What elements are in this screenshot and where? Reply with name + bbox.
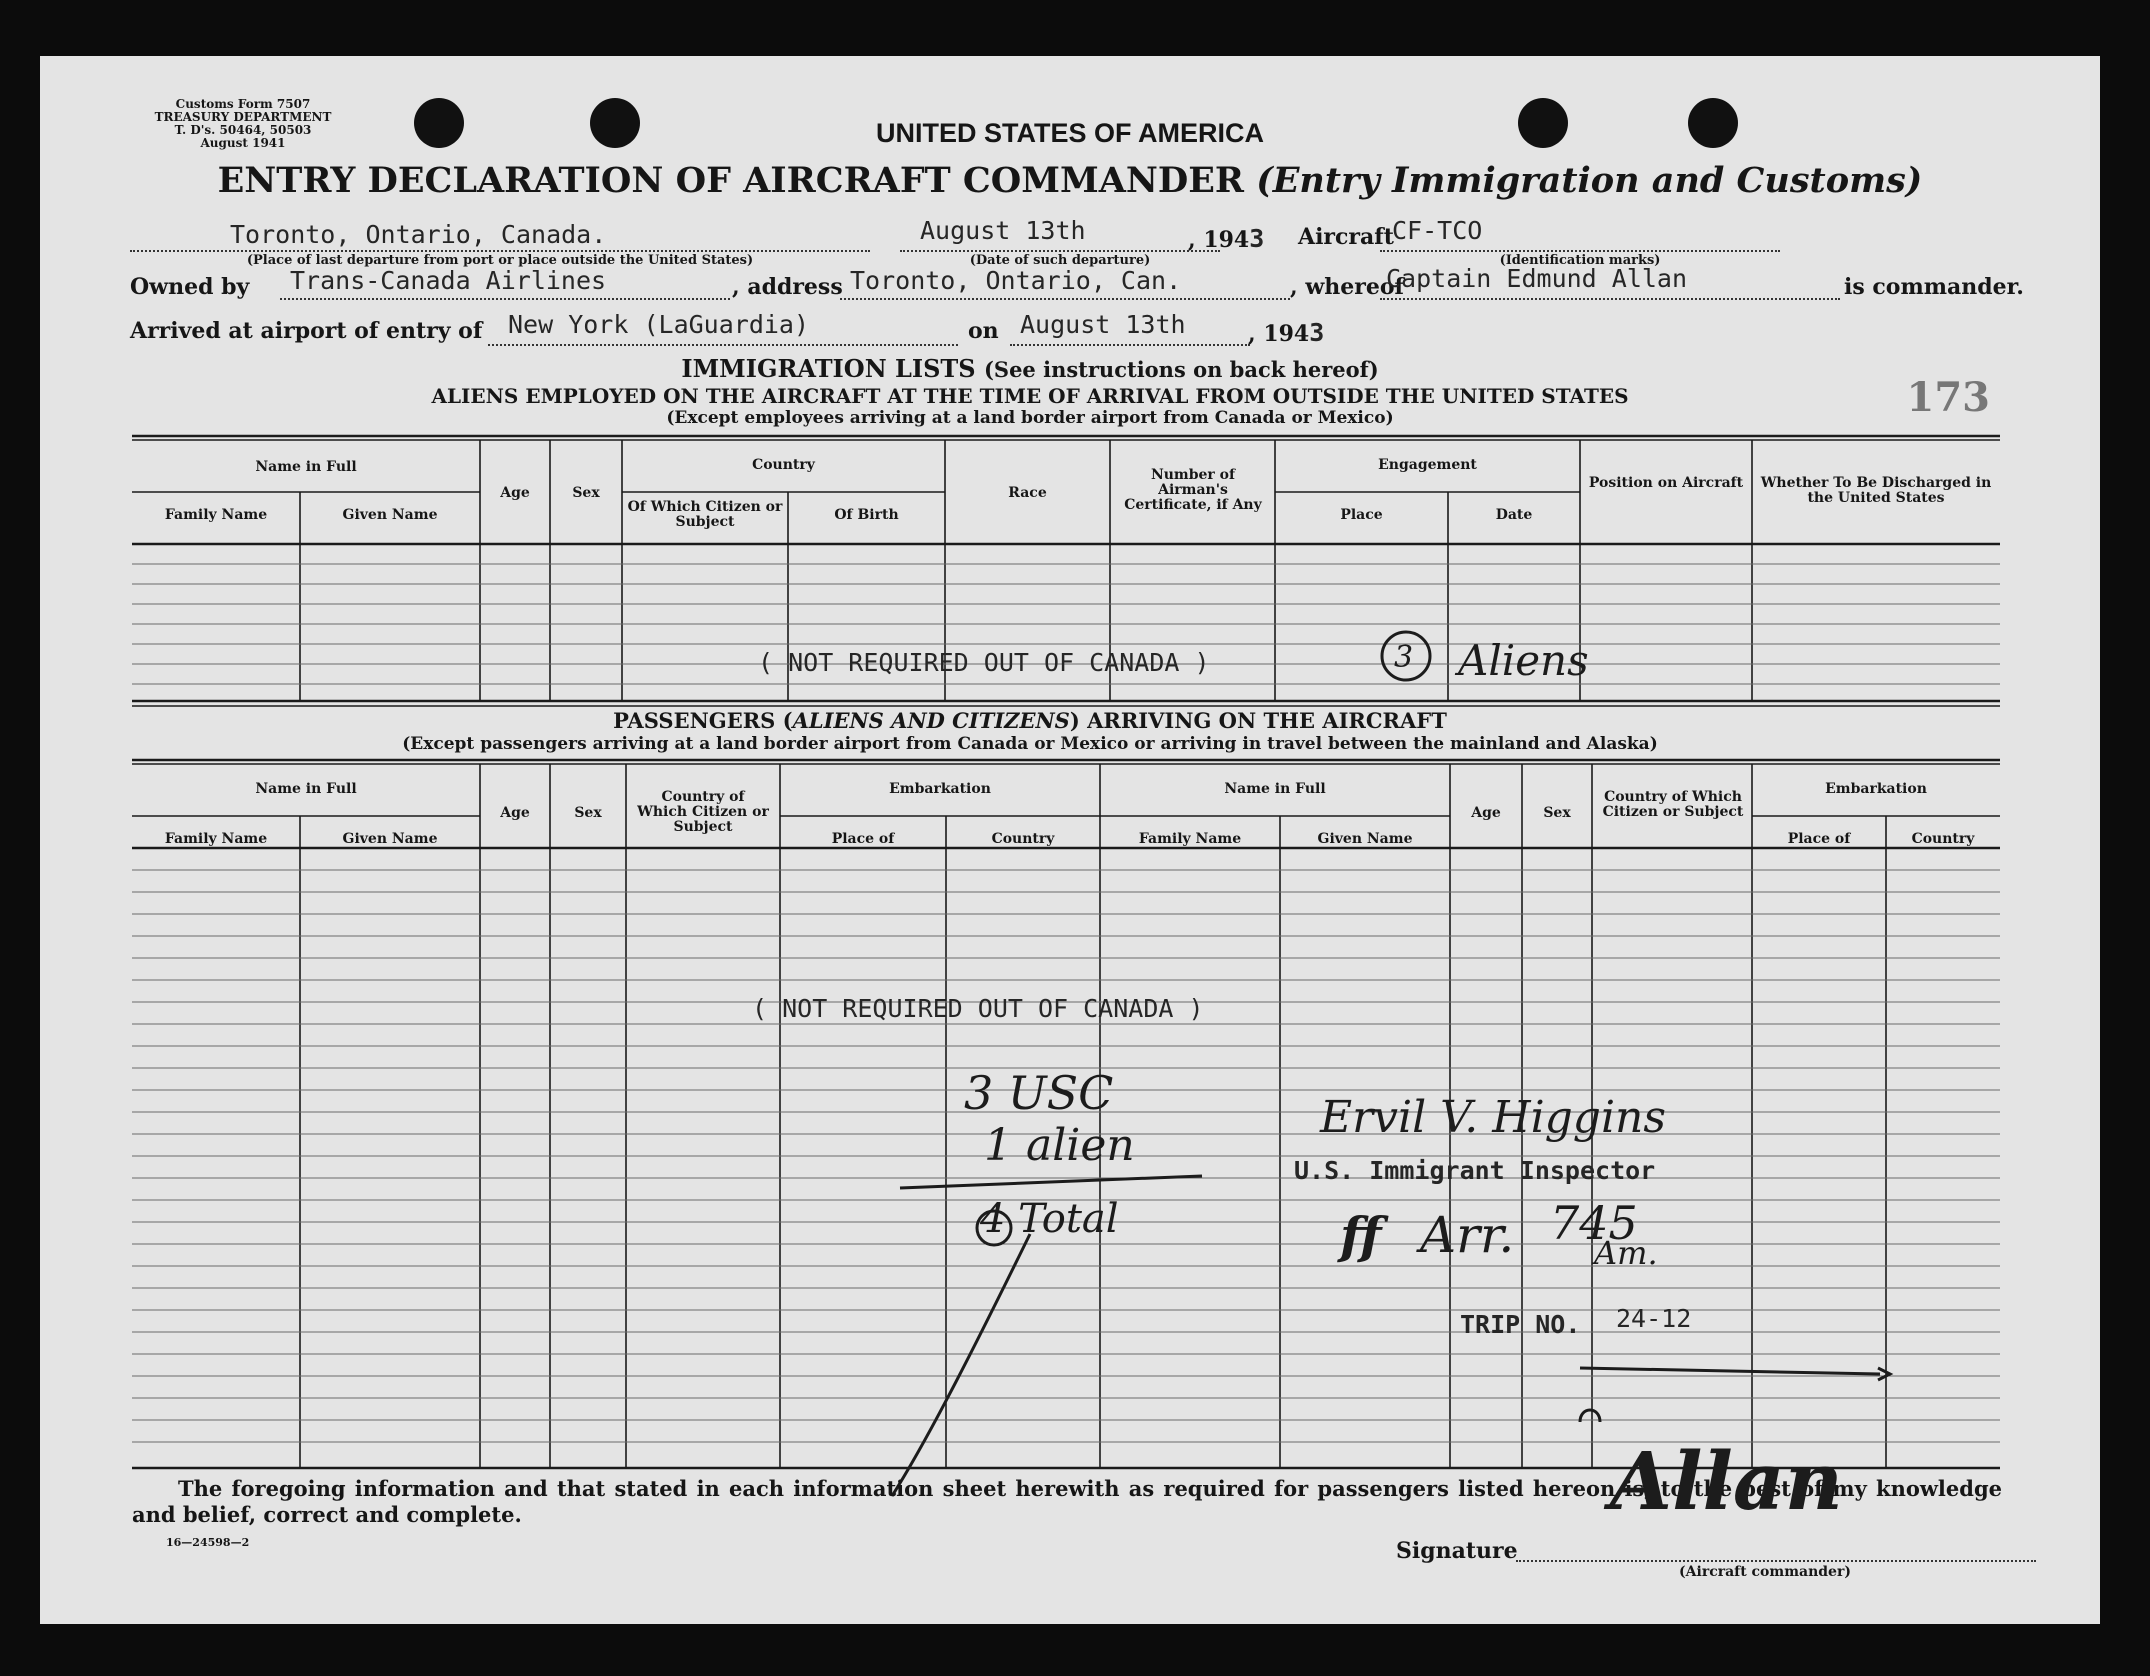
- signature-label: Signature: [1396, 1538, 1518, 1564]
- header-discharged: Whether To Be Discharged in the United States: [1760, 475, 1992, 506]
- header-age: Age: [1471, 805, 1501, 821]
- immigration-subtitle: ALIENS EMPLOYED ON THE AIRCRAFT AT THE TIME OF ARRIVAL FROM OUTSIDE THE UNITED STATES: [431, 384, 1629, 408]
- header-name-in-full: Name in Full: [1224, 781, 1326, 797]
- header-sex: Sex: [574, 805, 602, 821]
- owned-by-label: Owned by: [130, 274, 250, 300]
- header-family-name: Family Name: [164, 831, 268, 847]
- header-engagement: Engagement: [1378, 457, 1477, 473]
- aliens-note: Aliens: [1458, 636, 1589, 685]
- aircraft-label: Aircraft: [1298, 224, 1394, 250]
- aircraft-caption: (Identification marks): [1499, 253, 1661, 268]
- arrival-ampm: Am.: [1594, 1234, 1658, 1272]
- form-id-line: August 1941: [200, 136, 286, 150]
- arrived-label: Arrived at airport of entry of: [130, 318, 483, 344]
- header-name-in-full: Name in Full: [255, 459, 357, 475]
- header-date: Date: [1495, 507, 1533, 523]
- address-label: , address: [732, 274, 843, 300]
- header-sex: Sex: [1543, 805, 1571, 821]
- total-note: 4 Total: [980, 1196, 1119, 1242]
- not-required-note: ( NOT REQUIRED OUT OF CANADA ): [752, 994, 1204, 1023]
- header-family-name: Family Name: [1138, 831, 1242, 847]
- arrival-note: Arr.: [1420, 1206, 1515, 1264]
- header-position: Position on Aircraft: [1588, 475, 1744, 491]
- header-place: Place: [1340, 507, 1383, 523]
- header-place-of: Place of: [831, 831, 895, 847]
- departure-place-caption: (Place of last departure from port or place outside the United States): [246, 253, 754, 268]
- header-citizen-of: Country of Which Citizen or Subject: [637, 789, 769, 835]
- country-heading: UNITED STATES OF AMERICA: [876, 118, 1264, 148]
- arrival-airport: New York (LaGuardia): [508, 310, 810, 339]
- header-citizen-of: Of Which Citizen or Subject: [627, 499, 783, 530]
- header-name-in-full: Name in Full: [255, 781, 357, 797]
- immigration-subnote: (Except employees arriving at a land border airport from Canada or Mexico): [666, 408, 1394, 428]
- passengers-title-italic: ALIENS AND CITIZENS: [792, 708, 1070, 733]
- departure-date-caption: (Date of such departure): [969, 253, 1151, 268]
- whereof-label: , whereof: [1290, 274, 1404, 300]
- form-id-line: Customs Form 7507: [175, 97, 311, 111]
- passengers-title: [40, 708, 2020, 733]
- form-id-line: TREASURY DEPARTMENT: [154, 110, 332, 124]
- header-age: Age: [500, 805, 530, 821]
- year-suffix: 3: [1249, 224, 1265, 253]
- trip-label: TRIP NO.: [1460, 1310, 1581, 1339]
- header-embarkation: Embarkation: [1825, 781, 1927, 797]
- passengers-subnote: (Except passengers arriving at a land border airport from Canada or Mexico or arriving in travel between the mainland and Alaska): [402, 734, 1658, 754]
- commander-signature: Allan: [1610, 1434, 1843, 1528]
- inspector-signature: Ervil V. Higgins: [1320, 1092, 1666, 1143]
- usc-note: 3 USC: [964, 1066, 1114, 1120]
- header-family-name: Family Name: [164, 507, 268, 523]
- passengers-title-suffix: ) ARRIVING ON THE AIRCRAFT: [1069, 708, 1447, 733]
- year-prefix: , 194: [1188, 227, 1250, 253]
- year-suffix: 3: [1309, 318, 1325, 347]
- form-id-line: T. D's. 50464, 50503: [174, 123, 312, 137]
- header-country: Country: [752, 457, 815, 473]
- signature-caption: (Aircraft commander): [1679, 1564, 1851, 1580]
- header-citizen-of: Country of Which Citizen or Subject: [1602, 789, 1744, 820]
- address: Toronto, Ontario, Can.: [850, 266, 1182, 295]
- declaration-text: The foregoing information and that stated in each information sheet herewith as required for passengers listed hereon is, to the best of my knowledge and belief, correct and complete.: [132, 1476, 2002, 1527]
- header-given-name: Given Name: [342, 831, 438, 847]
- departure-date: August 13th: [920, 216, 1086, 245]
- trip-number: 24-12: [1616, 1304, 1692, 1333]
- header-given-name: Given Name: [1317, 831, 1413, 847]
- header-age: Age: [500, 485, 530, 501]
- alien-count: 3: [1394, 640, 1414, 675]
- header-race: Race: [1008, 485, 1047, 501]
- header-country: Country: [1911, 831, 1975, 847]
- immigration-title-note: (See instructions on back hereof): [983, 357, 1379, 382]
- commander-suffix: is commander.: [1844, 274, 2024, 300]
- arrival-date: August 13th: [1020, 310, 1186, 339]
- print-code: 16—24598—2: [166, 1536, 250, 1549]
- passengers-title-prefix: PASSENGERS (: [613, 708, 793, 733]
- arrival-time: 745: [1550, 1196, 1638, 1250]
- header-sex: Sex: [572, 485, 600, 501]
- header-certificate: Number of Airman's Certificate, if Any: [1124, 467, 1262, 513]
- owner: Trans-Canada Airlines: [290, 266, 607, 295]
- aircraft-mark: CF-TCO: [1392, 216, 1483, 245]
- year-prefix: , 194: [1248, 321, 1310, 347]
- immigration-title-text: IMMIGRATION LISTS: [681, 354, 976, 383]
- page-number: 173: [1906, 374, 1990, 421]
- ff-mark: ff: [1340, 1206, 1382, 1265]
- on-label: on: [968, 318, 999, 344]
- commander-name: Captain Edmund Allan: [1386, 264, 1688, 293]
- not-required-note: ( NOT REQUIRED OUT OF CANADA ): [758, 648, 1210, 677]
- header-country: Country: [991, 831, 1055, 847]
- form-title-sub: (Entry Immigration and Customs): [1256, 160, 1923, 201]
- declaration-form: [40, 56, 2100, 1624]
- form-title-main: ENTRY DECLARATION OF AIRCRAFT COMMANDER: [217, 160, 1244, 201]
- departure-place: Toronto, Ontario, Canada.: [230, 220, 607, 249]
- header-given-name: Given Name: [342, 507, 438, 523]
- header-place-of: Place of: [1787, 831, 1851, 847]
- header-of-birth: Of Birth: [834, 507, 899, 523]
- alien-note: 1 alien: [984, 1120, 1135, 1171]
- header-embarkation: Embarkation: [889, 781, 991, 797]
- inspector-title: U.S. Immigrant Inspector: [1294, 1156, 1656, 1185]
